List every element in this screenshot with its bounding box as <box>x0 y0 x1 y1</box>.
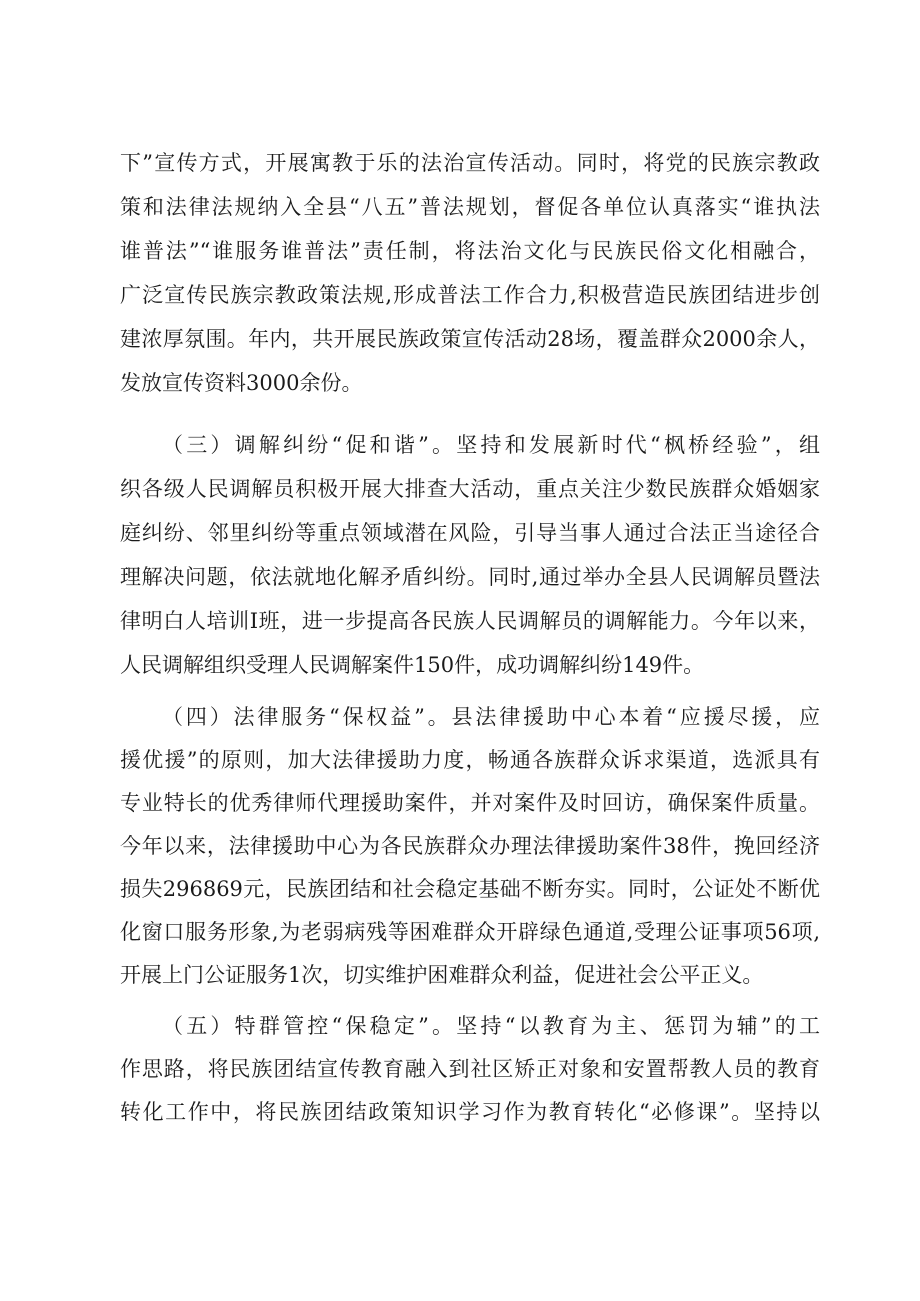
paragraph-line: 援优援”的原则，加大法律援助力度，畅通各族群众诉求渠道，选派具有 <box>120 748 820 772</box>
paragraph-line: 下”宣传方式，开展寓教于乐的法治宣传活动。同时，将党的民族宗教政 <box>120 151 820 175</box>
paragraph-line: 建浓厚氛围。年内，共开展民族政策宣传活动28场，覆盖群众2000余人， <box>120 327 820 351</box>
section-heading-line: （五）特群管控“保稳定”。坚持“以教育为主、惩罚为辅”的工 <box>162 1014 820 1038</box>
paragraph-line: 今年以来，法律援助中心为各民族群众办理法律援助案件38件，挽回经济 <box>120 834 820 858</box>
paragraph-line: 化窗口服务形象,为老弱病残等困难群众开辟绿色通道,受理公证事项56项, <box>120 920 820 944</box>
section-heading-line: （四）法律服务“保权益”。县法律援助中心本着“应援尽援，应 <box>162 705 820 729</box>
paragraph-line: 损失296869元，民族团结和社会稳定基础不断夯实。同时，公证处不断优 <box>120 877 820 901</box>
paragraph-line: 专业特长的优秀律师代理援助案件，并对案件及时回访，确保案件质量。 <box>120 791 820 815</box>
paragraph-line: 织各级人民调解员积极开展大排查大活动，重点关注少数民族群众婚姻家 <box>120 477 820 501</box>
paragraph-line: 庭纠纷、邻里纠纷等重点领域潜在风险，引导当事人通过合法正当途径合 <box>120 521 820 545</box>
paragraph-line: 谁普法”“谁服务谁普法”责任制，将法治文化与民族民俗文化相融合， <box>120 239 820 263</box>
paragraph-line: 作思路，将民族团结宣传教育融入到社区矫正对象和安置帮教人员的教育 <box>120 1057 820 1081</box>
paragraph-line: 人民调解组织受理人民调解案件150件，成功调解纠纷149件。 <box>120 653 705 677</box>
section-heading-line: （三）调解纠纷“促和谐”。坚持和发展新时代“枫桥经验”，组 <box>162 433 820 457</box>
paragraph-line: 律明白人培训I班，进一步提高各民族人民调解员的调解能力。今年以来， <box>120 609 820 633</box>
paragraph-line: 策和法律法规纳入全县“八五”普法规划，督促各单位认真落实“谁执法 <box>120 195 820 219</box>
paragraph-line: 广泛宣传民族宗教政策法规,形成普法工作合力,积极营造民族团结进步创 <box>120 283 820 307</box>
paragraph-line: 开展上门公证服务1次，切实维护困难群众利益，促进社会公平正义。 <box>120 963 764 987</box>
paragraph-line: 理解决问题，依法就地化解矛盾纠纷。同时,通过举办全县人民调解员暨法 <box>120 565 820 589</box>
paragraph-line: 转化工作中，将民族团结政策知识学习作为教育转化“必修课”。坚持以 <box>120 1100 820 1124</box>
paragraph-line: 发放宣传资料3000余份。 <box>120 371 363 395</box>
